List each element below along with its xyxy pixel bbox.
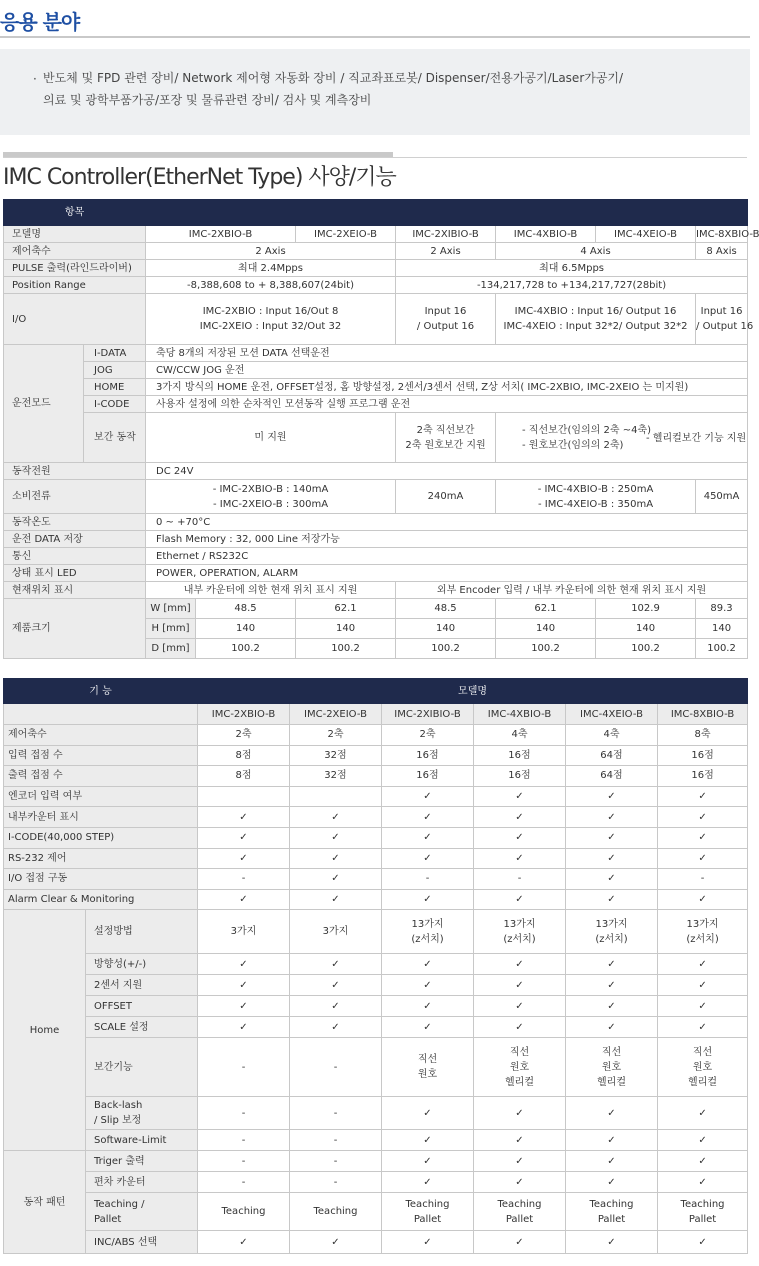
home-value: ✓ <box>474 1130 566 1151</box>
home-value: ✓ <box>658 996 748 1017</box>
home-value: - <box>198 1038 290 1097</box>
home-value: ✓ <box>566 954 658 975</box>
home-value: ✓ <box>290 996 382 1017</box>
io-label: I/O <box>4 294 146 345</box>
size-cell: 140 <box>296 619 396 639</box>
io-line: IMC-4XBIO : Input 16/ Output 16 <box>514 306 677 317</box>
home-value: ✓ <box>474 1017 566 1038</box>
interp-line: 2축 원호보간 지원 <box>405 439 486 451</box>
interp-line: - 직선보간(임의의 2축 ~4축) <box>522 424 652 436</box>
model-col: IMC-2XEIO-B <box>290 704 382 725</box>
spec-header-label: 항목 <box>4 200 146 226</box>
feature-value: ✓ <box>566 848 658 869</box>
pulse-cell: 최대 2.4Mpps <box>146 260 396 277</box>
pattern-value: ✓ <box>658 1151 748 1172</box>
feature-value: - <box>474 869 566 890</box>
model-label: 모델명 <box>4 226 146 243</box>
io-line: / Output 16 <box>416 321 475 332</box>
pos-cell: 내부 카운터에 의한 현재 위치 표시 지원 <box>146 582 396 599</box>
home-value: ✓ <box>658 1130 748 1151</box>
pattern-value: ✓ <box>290 1231 382 1254</box>
comm-value: Ethernet / RS232C <box>146 548 748 565</box>
feature-value: ✓ <box>474 848 566 869</box>
interp-label: 보간 동작 <box>84 413 146 463</box>
home-sub-label: OFFSET <box>86 996 198 1017</box>
section-title: 응용 분야 <box>0 10 80 34</box>
application-line-2: 의료 및 광학부품가공/포장 및 물류관련 장비/ 검사 및 계측장비 <box>43 93 372 107</box>
feature-value <box>198 786 290 807</box>
home-value: 직선 원호 헬리컬 <box>658 1038 748 1097</box>
current-cell: 450mA <box>696 480 748 514</box>
size-cell: 140 <box>396 619 496 639</box>
current-label: 소비전류 <box>4 480 146 514</box>
model-cell: IMC-2XEIO-B <box>296 226 396 243</box>
size-cell: 140 <box>596 619 696 639</box>
model-header: 모델명 <box>198 679 748 704</box>
func-header: 기 능 <box>4 679 198 704</box>
feature-value: ✓ <box>658 889 748 910</box>
feature-value: 8점 <box>198 745 290 766</box>
pattern-value: Teaching Pallet <box>474 1193 566 1231</box>
feature-label: I/O 접점 구동 <box>4 869 198 890</box>
spec-heading: IMC Controller(EtherNet Type) 사양/기능 <box>3 165 396 190</box>
led-value: POWER, OPERATION, ALARM <box>146 565 748 582</box>
home-row <box>4 910 748 954</box>
spec-table <box>3 199 759 659</box>
home-value: 3가지 <box>290 910 382 954</box>
io-line: / Output 16 <box>696 321 754 332</box>
home-value: ✓ <box>382 1017 474 1038</box>
feature-value: - <box>658 869 748 890</box>
size-dim: D [mm] <box>146 639 196 659</box>
size-cell: 89.3 <box>696 599 748 619</box>
feature-value: 8점 <box>198 766 290 787</box>
pattern-value: ✓ <box>198 1231 290 1254</box>
home-label: Home <box>4 910 86 1151</box>
feature-row <box>4 725 748 746</box>
pattern-sub-label: Triger 출력 <box>86 1151 198 1172</box>
home-sub-label: Software-Limit <box>86 1130 198 1151</box>
pattern-value: ✓ <box>382 1172 474 1193</box>
pattern-value: Teaching Pallet <box>566 1193 658 1231</box>
home-row <box>4 996 748 1017</box>
home-value: ✓ <box>198 975 290 996</box>
feature-value: ✓ <box>290 889 382 910</box>
feature-value: ✓ <box>290 848 382 869</box>
feature-value <box>290 786 382 807</box>
pulse-label: PULSE 출력(라인드라이버) <box>4 260 146 277</box>
range-label: Position Range <box>4 277 146 294</box>
home-value: ✓ <box>566 1017 658 1038</box>
io-cell <box>396 294 496 345</box>
feature-row <box>4 848 748 869</box>
feature-value: ✓ <box>198 827 290 848</box>
io-cell <box>496 294 696 345</box>
pattern-value: ✓ <box>566 1172 658 1193</box>
application-box <box>0 49 750 135</box>
home-value: 직선 원호 헬리컬 <box>474 1038 566 1097</box>
feature-row <box>4 807 748 828</box>
home-value: 13가지 (z서치) <box>566 910 658 954</box>
feature-row <box>4 766 748 787</box>
home-value: ✓ <box>382 1130 474 1151</box>
pattern-sub-label: INC/ABS 선택 <box>86 1231 198 1254</box>
model-cell: IMC-2XIBIO-B <box>396 226 496 243</box>
home-value: ✓ <box>474 975 566 996</box>
home-row <box>4 954 748 975</box>
size-cell: 140 <box>696 619 748 639</box>
size-cell: 140 <box>196 619 296 639</box>
home-value: ✓ <box>382 975 474 996</box>
pattern-value: Teaching Pallet <box>382 1193 474 1231</box>
feature-value: ✓ <box>658 786 748 807</box>
feature-value: ✓ <box>382 786 474 807</box>
home-value: 13가지 (z서치) <box>382 910 474 954</box>
blank-header <box>4 704 198 725</box>
home-value: ✓ <box>382 954 474 975</box>
home-value: - <box>290 1038 382 1097</box>
feature-value: ✓ <box>198 889 290 910</box>
home-value: 13가지 (z서치) <box>474 910 566 954</box>
pattern-value: ✓ <box>382 1151 474 1172</box>
home-value: ✓ <box>566 1097 658 1130</box>
feature-value: 16점 <box>474 745 566 766</box>
pattern-value: ✓ <box>566 1231 658 1254</box>
feature-row <box>4 827 748 848</box>
size-cell: 100.2 <box>396 639 496 659</box>
feature-value: 4축 <box>474 725 566 746</box>
io-line: IMC-2XBIO : Input 16/Out 8 <box>202 306 339 317</box>
application-line-1: 반도체 및 FPD 관련 장비/ Network 제어형 자동화 장비 / 직교좌표로봇/ Dispenser/전용가공기/Laser가공기/ <box>43 71 624 85</box>
heading-underline <box>3 157 747 158</box>
size-label-text: 제품크기 <box>12 623 51 634</box>
home-value: ✓ <box>474 954 566 975</box>
feature-value: 16점 <box>474 766 566 787</box>
home-value: - <box>290 1097 382 1130</box>
feature-value: ✓ <box>198 807 290 828</box>
axes-label: 제어축수 <box>4 243 146 260</box>
pattern-value: ✓ <box>474 1231 566 1254</box>
comm-label: 통신 <box>4 548 146 565</box>
current-cell <box>146 480 396 514</box>
home-value: ✓ <box>566 975 658 996</box>
home-sub-label: 보간기능 <box>86 1038 198 1097</box>
home-row <box>4 975 748 996</box>
feature-row <box>4 786 748 807</box>
home-sub-label: 2센서 지원 <box>86 975 198 996</box>
feature-value: ✓ <box>658 807 748 828</box>
axes-cell: 2 Axis <box>146 243 396 260</box>
pattern-value: ✓ <box>658 1231 748 1254</box>
home-row <box>4 1130 748 1151</box>
power-value: DC 24V <box>146 463 748 480</box>
size-cell: 100.2 <box>596 639 696 659</box>
pattern-value: ✓ <box>474 1151 566 1172</box>
axes-cell: 4 Axis <box>496 243 696 260</box>
mode-value: 축당 8개의 저장된 모션 DATA 선택운전 <box>146 345 748 362</box>
feature-value: 32점 <box>290 745 382 766</box>
pattern-value: Teaching Pallet <box>658 1193 748 1231</box>
size-cell: 100.2 <box>196 639 296 659</box>
current-cell: 240mA <box>396 480 496 514</box>
size-dim: H [mm] <box>146 619 196 639</box>
home-value: - <box>198 1130 290 1151</box>
store-value: Flash Memory : 32, 000 Line 저장가능 <box>146 531 748 548</box>
mode-value: 3가지 방식의 HOME 운전, OFFSET설정, 홈 방향설정, 2센서/3센서 선택, Z상 서치( IMC-2XBIO, IMC-2XEIO 는 미지원) <box>146 379 748 396</box>
feature-value: ✓ <box>566 889 658 910</box>
feature-value: 2축 <box>382 725 474 746</box>
pos-cell: 외부 Encoder 입력 / 내부 카운터에 의한 현재 위치 표시 지원 <box>396 582 748 599</box>
feature-label: I-CODE(40,000 STEP) <box>4 827 198 848</box>
feature-label: 출력 접점 수 <box>4 766 198 787</box>
home-value: ✓ <box>382 996 474 1017</box>
pattern-row <box>4 1172 748 1193</box>
home-sub-label: SCALE 설정 <box>86 1017 198 1038</box>
model-cell: IMC-2XBIO-B <box>146 226 296 243</box>
size-cell: 100.2 <box>696 639 748 659</box>
interp-line: 2축 직선보간 <box>416 424 475 436</box>
feature-value: ✓ <box>382 827 474 848</box>
size-cell: 62.1 <box>496 599 596 619</box>
feature-value: ✓ <box>290 807 382 828</box>
home-value: ✓ <box>290 1017 382 1038</box>
feature-value: ✓ <box>382 848 474 869</box>
size-cell: 100.2 <box>496 639 596 659</box>
current-line: - IMC-4XEIO-B : 350mA <box>537 498 654 510</box>
mode-name: JOG <box>84 362 146 379</box>
home-value: 직선 원호 헬리컬 <box>566 1038 658 1097</box>
feature-value: ✓ <box>198 848 290 869</box>
home-value: ✓ <box>198 954 290 975</box>
power-label: 동작전원 <box>4 463 146 480</box>
feature-value: ✓ <box>382 889 474 910</box>
model-col: IMC-4XEIO-B <box>566 704 658 725</box>
model-col: IMC-4XBIO-B <box>474 704 566 725</box>
model-col: IMC-2XIBIO-B <box>382 704 474 725</box>
feature-value: 16점 <box>658 766 748 787</box>
io-line: IMC-2XEIO : Input 32/Out 32 <box>199 321 342 332</box>
io-line: Input 16 <box>700 306 743 317</box>
pattern-sub-label: Teaching / Pallet <box>86 1193 198 1231</box>
pos-label: 현재위치 표시 <box>4 582 146 599</box>
feature-value: 8축 <box>658 725 748 746</box>
model-cell: IMC-8XBIO-B <box>696 226 748 243</box>
home-value: ✓ <box>474 1097 566 1130</box>
home-row <box>4 1017 748 1038</box>
feature-label: RS-232 제어 <box>4 848 198 869</box>
feature-row <box>4 745 748 766</box>
pattern-value: Teaching <box>290 1193 382 1231</box>
home-value: ✓ <box>382 1097 474 1130</box>
feature-value: 32점 <box>290 766 382 787</box>
feature-value: ✓ <box>290 827 382 848</box>
feature-value: ✓ <box>474 827 566 848</box>
spec-header-cell <box>196 200 748 226</box>
io-line: Input 16 <box>424 306 467 317</box>
model-col: IMC-8XBIO-B <box>658 704 748 725</box>
home-value: ✓ <box>658 954 748 975</box>
home-value: - <box>290 1130 382 1151</box>
feature-value: 64점 <box>566 745 658 766</box>
feature-value: ✓ <box>566 869 658 890</box>
feature-value: 16점 <box>382 745 474 766</box>
home-row <box>4 1097 748 1130</box>
led-label: 상태 표시 LED <box>4 565 146 582</box>
mode-value: CW/CCW JOG 운전 <box>146 362 748 379</box>
pattern-value: - <box>290 1151 382 1172</box>
size-cell: 102.9 <box>596 599 696 619</box>
home-value: - <box>198 1097 290 1130</box>
io-line: IMC-4XEIO : Input 32*2/ Output 32*2 <box>503 321 688 332</box>
feature-label: 내부카운터 표시 <box>4 807 198 828</box>
interp-cell: 미 지원 <box>146 413 396 463</box>
mode-name: HOME <box>84 379 146 396</box>
pulse-cell: 최대 6.5Mpps <box>396 260 748 277</box>
size-cell: 140 <box>496 619 596 639</box>
model-cell: IMC-4XEIO-B <box>596 226 696 243</box>
size-cell: 100.2 <box>296 639 396 659</box>
io-cell <box>696 294 754 345</box>
home-sub-label: 설정방법 <box>86 910 198 954</box>
feature-value: ✓ <box>658 827 748 848</box>
home-sub-label: 방향성(+/-) <box>86 954 198 975</box>
mode-name: I-CODE <box>84 396 146 413</box>
feature-value: 4축 <box>566 725 658 746</box>
feature-value: 2축 <box>290 725 382 746</box>
model-col: IMC-2XBIO-B <box>198 704 290 725</box>
interp-cell <box>496 413 748 463</box>
model-cell: IMC-4XBIO-B <box>496 226 596 243</box>
feature-value: ✓ <box>658 848 748 869</box>
home-value: 3가지 <box>198 910 290 954</box>
interp-helical: - 헬리컬보간 기능 지원 <box>646 433 747 444</box>
feature-value: 16점 <box>382 766 474 787</box>
home-value: ✓ <box>198 996 290 1017</box>
pattern-value: Teaching <box>198 1193 290 1231</box>
feature-value: ✓ <box>474 889 566 910</box>
feature-table <box>3 678 748 1254</box>
size-cell: 48.5 <box>396 599 496 619</box>
feature-label: 입력 접점 수 <box>4 745 198 766</box>
interp-cell <box>396 413 496 463</box>
pattern-row <box>4 1231 748 1254</box>
home-value: ✓ <box>290 954 382 975</box>
axes-cell: 8 Axis <box>696 243 748 260</box>
current-line: - IMC-2XEIO-B : 300mA <box>212 498 329 510</box>
size-label <box>4 599 146 659</box>
size-cell: 62.1 <box>296 599 396 619</box>
feature-label: 엔코더 입력 여부 <box>4 786 198 807</box>
feature-value: 2축 <box>198 725 290 746</box>
pattern-label: 동작 패턴 <box>4 1151 86 1254</box>
home-value: ✓ <box>658 1097 748 1130</box>
feature-row <box>4 889 748 910</box>
pattern-row <box>4 1151 748 1172</box>
divider <box>0 36 750 38</box>
mode-value: 사용자 설정에 의한 순차적인 모션동작 실행 프로그램 운전 <box>146 396 748 413</box>
feature-value: ✓ <box>566 807 658 828</box>
size-cell: 48.5 <box>196 599 296 619</box>
pattern-value: ✓ <box>474 1172 566 1193</box>
feature-value: ✓ <box>474 786 566 807</box>
feature-value: ✓ <box>382 807 474 828</box>
feature-row <box>4 869 748 890</box>
spec-header-cell <box>146 200 196 226</box>
current-line: - IMC-4XBIO-B : 250mA <box>537 483 654 495</box>
mode-name: I-DATA <box>84 345 146 362</box>
feature-label: Alarm Clear & Monitoring <box>4 889 198 910</box>
mode-label: 운전모드 <box>4 345 84 463</box>
feature-label: 제어축수 <box>4 725 198 746</box>
feature-value: - <box>198 869 290 890</box>
current-line: - IMC-2XBIO-B : 140mA <box>212 483 329 495</box>
home-value: 직선 원호 <box>382 1038 474 1097</box>
store-label: 운전 DATA 저장 <box>4 531 146 548</box>
current-cell <box>496 480 696 514</box>
pattern-value: ✓ <box>566 1151 658 1172</box>
home-sub-label: Back-lash / Slip 보정 <box>86 1097 198 1130</box>
home-value: ✓ <box>290 975 382 996</box>
home-row <box>4 1038 748 1097</box>
home-value: ✓ <box>566 996 658 1017</box>
pattern-value: - <box>290 1172 382 1193</box>
feature-value: ✓ <box>474 807 566 828</box>
size-dim: W [mm] <box>146 599 196 619</box>
range-cell: -8,388,608 to + 8,388,607(24bit) <box>146 277 396 294</box>
pattern-value: ✓ <box>382 1231 474 1254</box>
pattern-row <box>4 1193 748 1231</box>
home-value: ✓ <box>474 996 566 1017</box>
home-value: ✓ <box>658 1017 748 1038</box>
home-value: 13가지 (z서치) <box>658 910 748 954</box>
pattern-value: - <box>198 1172 290 1193</box>
pattern-sub-label: 편차 카운터 <box>86 1172 198 1193</box>
interp-line: - 원호보간(임의의 2축) <box>522 439 624 451</box>
feature-value: 16점 <box>658 745 748 766</box>
pattern-value: - <box>198 1151 290 1172</box>
feature-value: 64점 <box>566 766 658 787</box>
bullet: · <box>33 72 37 86</box>
home-value: ✓ <box>658 975 748 996</box>
feature-value: ✓ <box>566 786 658 807</box>
range-cell: -134,217,728 to +134,217,727(28bit) <box>396 277 748 294</box>
axes-cell: 2 Axis <box>396 243 496 260</box>
home-value: ✓ <box>566 1130 658 1151</box>
temp-value: 0 ~ +70°C <box>146 514 748 531</box>
feature-value: - <box>382 869 474 890</box>
home-value: ✓ <box>198 1017 290 1038</box>
io-cell <box>146 294 396 345</box>
feature-value: ✓ <box>290 869 382 890</box>
temp-label: 동작온도 <box>4 514 146 531</box>
feature-value: ✓ <box>566 827 658 848</box>
pattern-value: ✓ <box>658 1172 748 1193</box>
